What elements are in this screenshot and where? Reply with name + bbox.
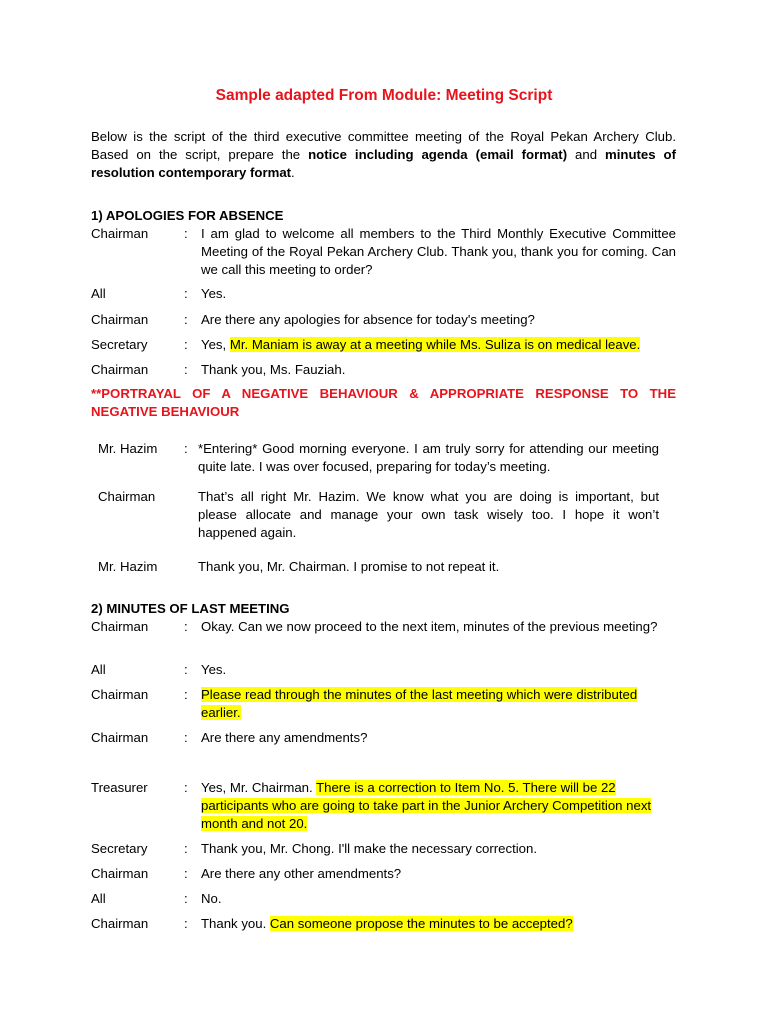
colon: : [184, 780, 188, 795]
speaker: Chairman [91, 362, 149, 377]
dialogue-text: Yes, Mr. Chairman. [201, 780, 317, 795]
dialogue [201, 686, 676, 722]
dialogue: Yes. [201, 662, 227, 677]
colon: : [184, 730, 188, 745]
speaker: Chairman [91, 687, 149, 702]
speaker: Chairman [91, 226, 149, 241]
intro-text-2: and [567, 147, 606, 162]
document-title: Sample adapted From Module: Meeting Script [215, 87, 553, 104]
colon: : [184, 866, 188, 881]
highlighted-text: Mr. Maniam is away at a meeting while Ms. Suliza is on medical leave. [229, 337, 641, 352]
speaker: Chairman [91, 730, 149, 745]
colon: : [184, 841, 188, 856]
intro-text-1: Below is the script of the third executive committee meeting of the Royal Pekan Archery Club. Based on the script, prepare the [91, 129, 676, 162]
colon: : [184, 286, 188, 301]
speaker: Mr. Hazim [98, 441, 158, 456]
speaker: Mr. Hazim [98, 559, 158, 574]
colon: : [184, 362, 188, 377]
speaker: All [91, 286, 106, 301]
speaker: Chairman [98, 489, 156, 504]
colon: : [184, 441, 188, 456]
intro-bold-minutes: minutes of resolution contemporary format [91, 147, 676, 180]
dialogue: Are there any amendments? [201, 730, 368, 745]
dialogue [201, 915, 676, 933]
colon: : [184, 619, 188, 634]
dialogue: Okay. Can we now proceed to the next item, minutes of the previous meeting? [201, 619, 658, 634]
intro-bold-notice: notice including agenda (email format) [308, 147, 568, 162]
highlighted-text: Please read through the minutes of the last meeting which were distributed earlier. [201, 687, 638, 720]
colon: : [184, 891, 188, 906]
colon: : [184, 662, 188, 677]
highlighted-text: There is a correction to Item No. 5. There will be 22 participants who are going to take part in the Junior Archery Competition next month and not 20. [201, 780, 652, 831]
dialogue: No. [201, 891, 222, 906]
colon: : [184, 687, 188, 702]
dialogue: Are there any other amendments? [201, 866, 402, 881]
dialogue: *Entering* Good morning everyone. I am truly sorry for attending our meeting quite late. I was over focused, preparing for today’s meeting. [198, 441, 659, 474]
speaker: Chairman [91, 312, 149, 327]
speaker: All [91, 891, 106, 906]
colon: : [184, 337, 188, 352]
highlighted-text: Can someone propose the minutes to be accepted? [269, 916, 573, 931]
speaker: Chairman [91, 916, 149, 931]
colon: : [184, 226, 188, 241]
section-minutes-heading: 2) MINUTES OF LAST MEETING [91, 601, 290, 616]
speaker: All [91, 662, 106, 677]
dialogue: I am glad to welcome all members to the Third Monthly Executive Committee Meeting of the Royal Pekan Archery Club. Thank you, thank you for coming. Can we call this meeting to order? [201, 226, 676, 277]
dialogue: Are there any apologies for absence for today's meeting? [201, 312, 535, 327]
portrayal-heading: **PORTRAYAL OF A NEGATIVE BEHAVIOUR & APPROPRIATE RESPONSE TO THE NEGATIVE BEHAVIOUR [91, 386, 676, 419]
dialogue-text: Thank you. [201, 916, 270, 931]
speaker: Chairman [91, 619, 149, 634]
dialogue-text: Yes, [201, 337, 230, 352]
dialogue: Thank you, Ms. Fauziah. [201, 362, 346, 377]
colon: : [184, 916, 188, 931]
dialogue: That’s all right Mr. Hazim. We know what you are doing is important, but please allocate and manage your own task wisely too. I hope it won’t happened again. [198, 489, 659, 540]
dialogue: Thank you, Mr. Chairman. I promise to not repeat it. [198, 559, 500, 574]
intro-paragraph [91, 128, 676, 182]
dialogue [201, 336, 676, 354]
section-apologies-heading: 1) APOLOGIES FOR ABSENCE [91, 208, 284, 223]
dialogue: Yes. [201, 286, 227, 301]
colon: : [184, 312, 188, 327]
intro-text-3: . [291, 165, 295, 180]
dialogue [201, 779, 676, 833]
speaker: Secretary [91, 337, 148, 352]
speaker: Chairman [91, 866, 149, 881]
speaker: Treasurer [91, 780, 148, 795]
dialogue: Thank you, Mr. Chong. I'll make the necessary correction. [201, 841, 538, 856]
speaker: Secretary [91, 841, 148, 856]
